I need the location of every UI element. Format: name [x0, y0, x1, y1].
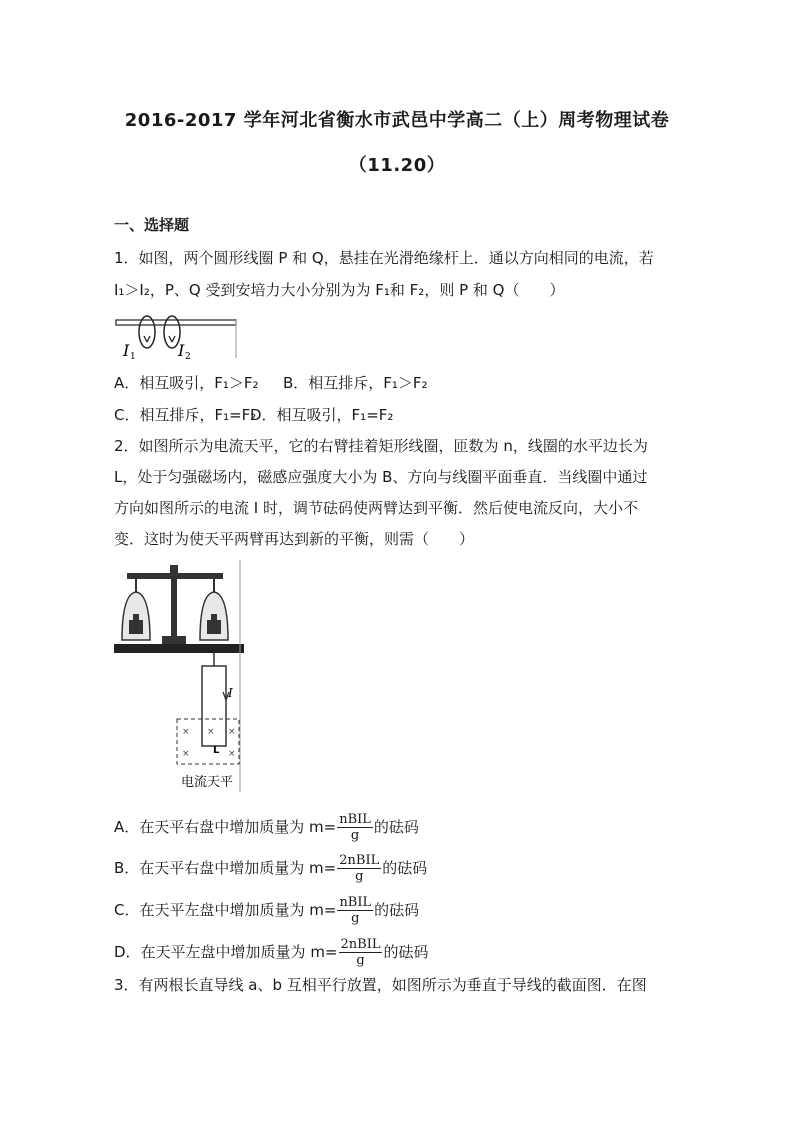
- q1-line2: I₁＞I₂，P、Q 受到安培力大小分别为为 F₁和 F₂，则 P 和 Q（ ）: [114, 281, 565, 299]
- q3-line1: 3．有两根长直导线 a、b 互相平行放置，如图所示为垂直于导线的截面图．在图: [114, 976, 647, 994]
- coil1-sub: 1: [130, 352, 136, 360]
- q2-option-b: B．在天平右盘中增加质量为 m= $\frac{\text{2nBIL}}{g}$ 的砝码: [114, 853, 428, 884]
- q1-line1: 1．如图，两个圆形线圈 P 和 Q，悬挂在光滑绝缘杆上．通以方向相同的电流，若: [114, 249, 654, 267]
- q2-option-c: C．在天平左盘中增加质量为 m= $\frac{\text{nBIL}}{g}$ 的砝码: [114, 895, 420, 926]
- q1-option-d: D．相互吸引，F₁=F₂: [250, 406, 394, 424]
- coil2-sub: 2: [185, 352, 191, 360]
- q1-option-b: B．相互排斥，F₁＞F₂: [283, 374, 428, 392]
- page-subtitle: （11.20）: [348, 155, 446, 176]
- q1-option-a: A．相互吸引，F₁＞F₂: [114, 374, 259, 392]
- figure-caption: 电流天平: [181, 775, 234, 790]
- q2-line2: L，处于匀强磁场内，磁感应强度大小为 B、方向与线圈平面垂直．当线圈中通过: [114, 468, 648, 486]
- q2-option-a: A．在天平右盘中增加质量为 m= $\frac{\text{nBIL}}{g}$ 的砝码: [114, 812, 419, 843]
- fraction: $\frac{\text{nBIL}}{g}$: [339, 895, 372, 926]
- cross-mark: ×: [228, 727, 236, 737]
- cross-mark: ×: [182, 749, 190, 759]
- fraction: $\frac{\text{2nBIL}}{g}$: [339, 853, 380, 884]
- page-title: 2016-2017 学年河北省衡水市武邑中学高二（上）周考物理试卷: [124, 110, 670, 131]
- length-label: L: [213, 745, 220, 756]
- q2-line1: 2．如图所示为电流天平，它的右臂挂着矩形线圈，匝数为 n，线圈的水平边长为: [114, 437, 648, 455]
- q1-coils-figure: [114, 310, 239, 360]
- coil2-label: I: [178, 341, 185, 360]
- current-label: I: [228, 686, 233, 700]
- q2-line3: 方向如图所示的电流 I 时，调节砝码使两臂达到平衡．然后使电流反向，大小不: [114, 499, 638, 517]
- q2-option-d: D．在天平左盘中增加质量为 m= $\frac{\text{2nBIL}}{g}$ 的砝码: [114, 937, 429, 968]
- cross-mark: ×: [207, 727, 215, 737]
- coil1-label: I: [123, 341, 130, 360]
- fraction: $\frac{\text{nBIL}}{g}$: [339, 812, 371, 843]
- cross-mark: ×: [228, 749, 236, 759]
- q2-line4: 变．这时为使天平两臂再达到新的平衡，则需（ ）: [114, 530, 475, 548]
- section-heading: 一、选择题: [114, 216, 190, 234]
- fraction: $\frac{\text{2nBIL}}{g}$: [340, 937, 381, 968]
- q1-option-c: C．相互排斥，F₁=F₂: [114, 406, 257, 424]
- q2-current-balance-figure: [114, 560, 246, 795]
- cross-mark: ×: [182, 727, 190, 737]
